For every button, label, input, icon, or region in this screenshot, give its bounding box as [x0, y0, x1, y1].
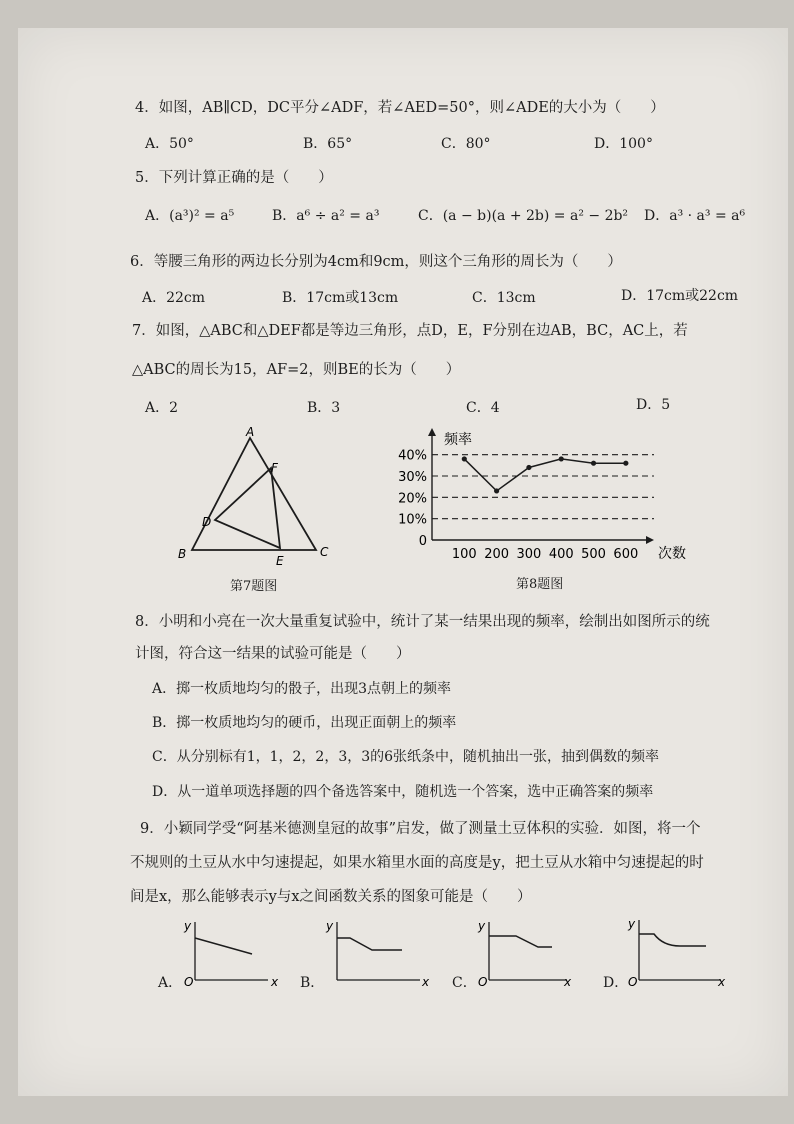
q8-frequency-chart — [380, 420, 710, 570]
q4-option-d: D．100° — [594, 136, 653, 152]
chart-x-tick-label: 200 — [484, 547, 510, 562]
q6-option-c: C．13cm — [472, 290, 536, 306]
q9-stem-line2: 不规则的土豆从水中匀速提起，如果水箱里水面的高度是y，把土豆从水箱中匀速提起的时 — [130, 855, 704, 871]
chart-point — [623, 461, 628, 466]
chart-point — [591, 461, 596, 466]
q9-curve-b — [337, 938, 402, 950]
q9-stem-line1: 9．小颖同学受“阿基米德测皇冠的故事”启发，做了测量土豆体积的实验．如图，将一个 — [140, 821, 701, 837]
q9-d-y-label: y — [628, 917, 636, 931]
q4-option-c: C．80° — [441, 136, 491, 152]
q9-option-b-letter: B． — [300, 975, 325, 991]
chart-y-tick-label: 0 — [418, 534, 427, 549]
q6-stem: 6．等腰三角形的两边长分别为4cm和9cm，则这个三角形的周长为（ ） — [130, 254, 622, 270]
q9-curve-c — [489, 936, 552, 947]
q8-option-b: B．掷一枚质地均匀的硬币，出现正面朝上的频率 — [152, 715, 457, 731]
chart-point — [494, 488, 499, 493]
label-f: F — [271, 461, 278, 475]
q7-option-d: D．5 — [636, 397, 671, 413]
chart-x-tick-label: 400 — [548, 547, 574, 562]
q8-figure-caption: 第8题图 — [516, 577, 564, 592]
label-a: A — [246, 425, 255, 439]
q9-d-origin: O — [628, 975, 638, 988]
q7-stem-line2: △ABC的周长为15，AF=2，则BE的长为（ ） — [132, 362, 461, 378]
q9-d-x-label: x — [718, 975, 726, 988]
q9-c-y-label: y — [478, 919, 486, 933]
q4-option-b: B．65° — [303, 136, 353, 152]
q9-a-origin: O — [184, 975, 194, 988]
chart-y-title: 频率 — [444, 432, 472, 448]
q8-stem-line2: 计图，符合这一结果的试验可能是（ ） — [135, 646, 411, 662]
q9-graph-d — [624, 912, 734, 988]
chart-point — [462, 456, 467, 461]
q9-graph-c — [474, 914, 584, 988]
label-d: D — [202, 515, 212, 529]
chart-y-tick-label: 40% — [398, 448, 427, 464]
q7-figure-caption: 第7题图 — [230, 579, 278, 594]
label-c: C — [320, 545, 329, 559]
chart-y-tick-label: 20% — [398, 491, 427, 507]
q7-stem-line1: 7．如图，△ABC和△DEF都是等边三角形，点D，E，F分别在边AB，BC，AC上，若 — [132, 323, 688, 339]
triangle-abc — [192, 438, 316, 550]
q6-option-a: A．22cm — [142, 290, 206, 306]
triangle-def — [215, 468, 280, 548]
q7-option-a: A．2 — [145, 400, 179, 416]
q8-option-c: C．从分别标有1，1，2，2，3，3的6张纸条中，随机抽出一张，抽到偶数的频率 — [152, 749, 660, 765]
q8-option-d: D．从一道单项选择题的四个备选答案中，随机选一个答案，选中正确答案的频率 — [152, 784, 654, 800]
q7-triangle-figure — [170, 420, 350, 570]
chart-y-tick-label: 30% — [398, 470, 427, 485]
q8-option-a: A．掷一枚质地均匀的骰子，出现3点朝上的频率 — [152, 681, 452, 697]
q9-curve-a — [195, 938, 252, 954]
label-e: E — [276, 554, 284, 568]
q9-option-d-letter: D． — [603, 975, 629, 991]
q5-option-c: C．(a − b)(a + 2b) = a² − 2b² — [418, 208, 629, 224]
chart-point — [559, 456, 564, 461]
q5-stem: 5．下列计算正确的是（ ） — [135, 170, 333, 186]
chart-x-tick-label: 600 — [613, 547, 639, 562]
q9-b-x-label: x — [422, 975, 430, 988]
q9-c-x-label: x — [564, 975, 572, 988]
chart-x-arrow — [646, 536, 654, 544]
chart-series-line — [464, 459, 626, 491]
chart-point — [526, 465, 531, 470]
chart-x-title: 次数 — [658, 546, 686, 562]
chart-y-arrow — [428, 428, 436, 436]
q9-a-x-label: x — [271, 975, 279, 988]
q4-stem: 4．如图，AB∥CD，DC平分∠ADF，若∠AED=50°，则∠ADE的大小为（ ） — [135, 100, 665, 116]
q9-option-a-letter: A． — [158, 975, 183, 991]
q6-option-d: D．17cm或22cm — [621, 288, 739, 304]
q5-option-a: A．(a³)² = a⁵ — [145, 208, 235, 224]
q9-graph-a — [180, 914, 280, 988]
q5-option-d: D．a³ · a³ = a⁶ — [644, 208, 746, 224]
q4-option-a: A．50° — [145, 136, 194, 152]
q9-curve-d — [639, 934, 706, 946]
q7-option-b: B．3 — [307, 400, 341, 416]
q6-option-b: B．17cm或13cm — [282, 290, 399, 306]
q9-graph-b — [322, 914, 432, 988]
q8-stem-line1: 8．小明和小亮在一次大量重复试验中，统计了某一结果出现的频率，绘制出如图所示的统 — [135, 614, 710, 630]
q9-stem-line3: 间是x，那么能够表示y与x之间函数关系的图象可能是（ ） — [130, 889, 532, 905]
chart-x-tick-label: 500 — [581, 547, 606, 562]
q9-a-y-label: y — [184, 919, 192, 933]
chart-x-tick-label: 100 — [451, 547, 477, 562]
chart-y-tick-label: 10% — [398, 512, 427, 528]
q5-option-b: B．a⁶ ÷ a² = a³ — [272, 208, 380, 224]
label-b: B — [178, 547, 187, 561]
q9-option-c-letter: C． — [452, 975, 477, 991]
q9-c-origin: O — [478, 975, 488, 988]
chart-x-tick-label: 300 — [516, 547, 542, 562]
q7-option-c: C．4 — [466, 400, 500, 416]
q9-b-y-label: y — [326, 919, 334, 933]
